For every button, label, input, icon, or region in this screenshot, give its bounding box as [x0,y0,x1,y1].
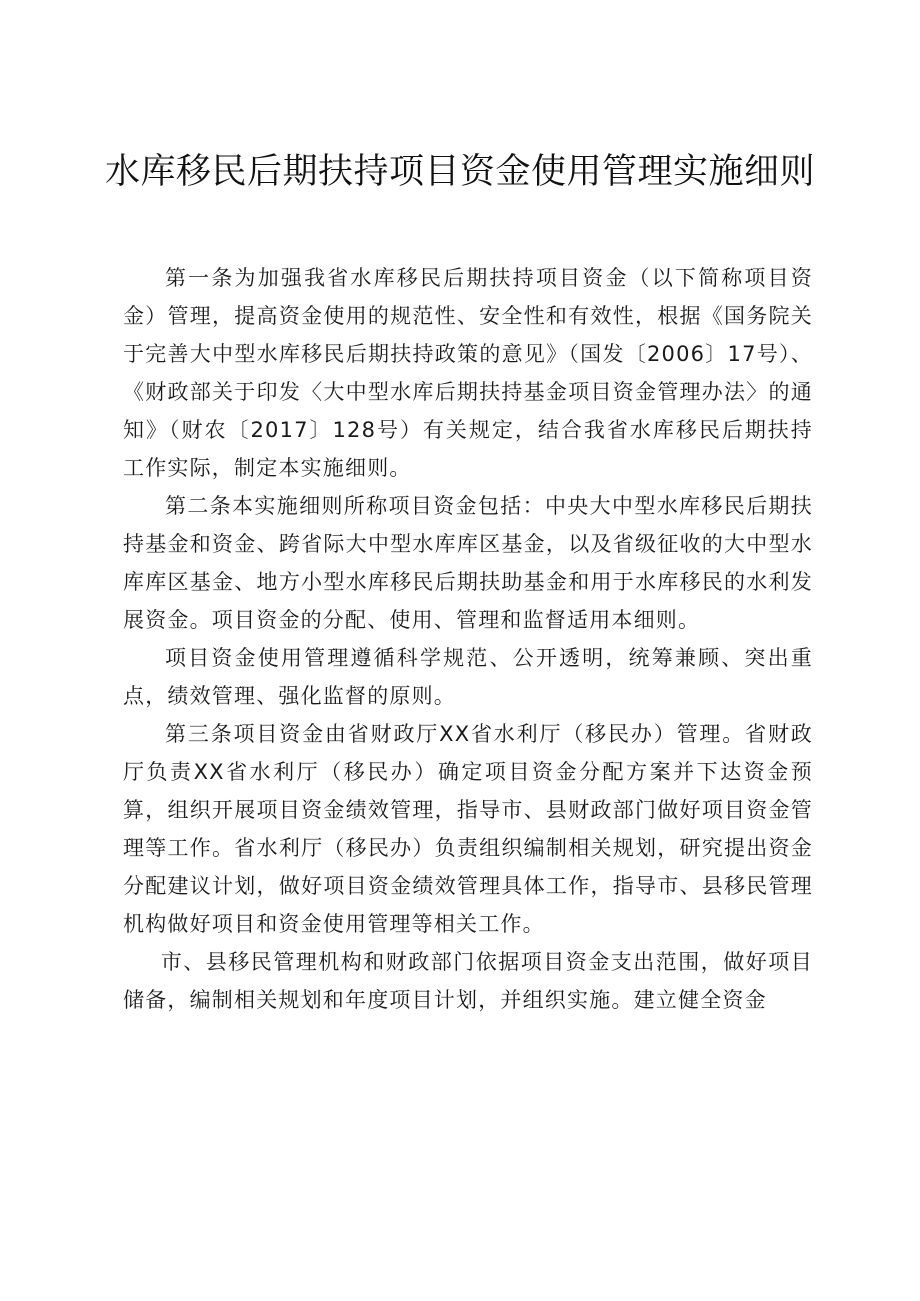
paragraph-article-1: 第一条为加强我省水库移民后期扶持项目资金（以下简称项目资金）管理，提高资金使用的规范性、安全性和有效性，根据《国务院关于完善大中型水库移民后期扶持政策的意见》（国发〔2006〕17号）、《财政部关于印发〈大中型水库后期扶持基金项目资金管理办法〉的通知》（财农〔2017〕128号）有关规定，结合我省水库移民后期扶持工作实际，制定本实施细则。 [123,266,813,480]
document-body [123,259,813,1019]
paragraph-article-2: 第二条本实施细则所称项目资金包括：中央大中型水库移民后期扶持基金和资金、跨省际大中型水库库区基金，以及省级征收的大中型水库库区基金、地方小型水库移民后期扶助基金和用于水库移民的水利发展资金。项目资金的分配、使用、管理和监督适用本细则。 [123,494,813,632]
paragraph-city-county: 市、县移民管理机构和财政部门依据项目资金支出范围，做好项目储备，编制相关规划和年度项目计划，并组织实施。建立健全资金 [123,950,813,1012]
paragraph-article-3: 第三条项目资金由省财政厅XX省水利厅（移民办）管理。省财政厅负责XX省水利厅（移民办）确定项目资金分配方案并下达资金预算，组织开展项目资金绩效管理，指导市、县财政部门做好项目资金管理等工作。省水利厅（移民办）负责组织编制相关规划，研究提出资金分配建议计划，做好项目资金绩效管理具体工作，指导市、县移民管理机构做好项目和资金使用管理等相关工作。 [123,722,813,936]
document-title: 水库移民后期扶持项目资金使用管理实施细则 [104,152,815,192]
paragraph-principles: 项目资金使用管理遵循科学规范、公开透明，统筹兼顾、突出重点，绩效管理、强化监督的原则。 [123,646,813,708]
